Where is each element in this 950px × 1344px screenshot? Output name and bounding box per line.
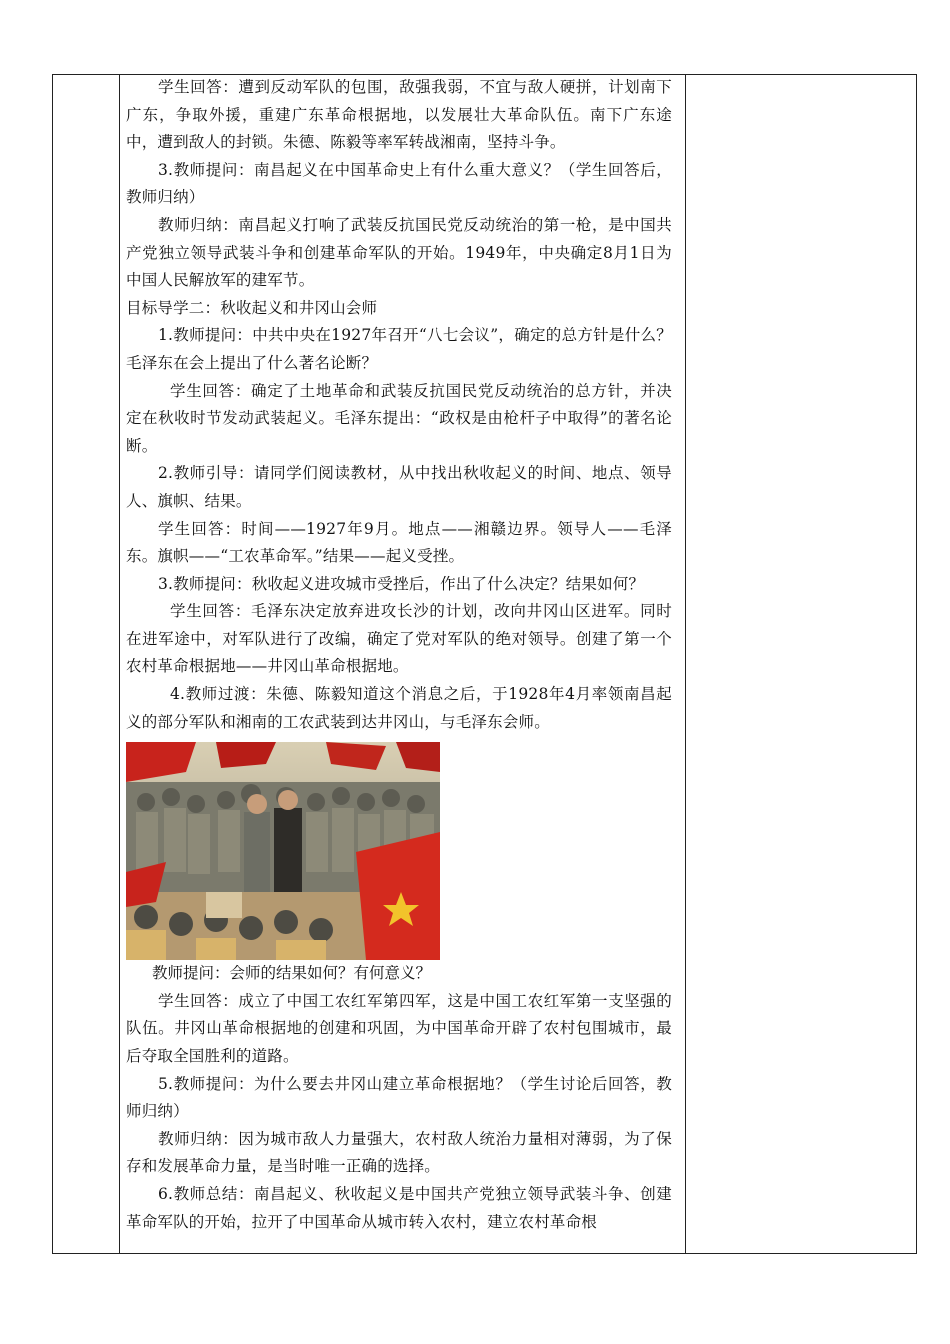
paragraph: 3.教师提问：秋收起义进攻城市受挫后，作出了什么决定？结果如何？ — [158, 574, 645, 593]
image-caption: 教师提问：会师的结果如何？有何意义？ — [152, 964, 432, 983]
column-divider-right — [685, 75, 686, 1253]
paragraph: 目标导学二：秋收起义和井冈山会师 — [126, 298, 378, 317]
paragraphs-bottom — [126, 988, 672, 1236]
paragraph: 学生回答：时间——1927年9月。地点——湘赣边界。领导人——毛泽东。旗帜——“工农革命军。”结果——起义受挫。 — [126, 519, 672, 566]
column-divider-left — [119, 75, 120, 1253]
paragraph: 1.教师提问：中共中央在1927年召开“八七会议”，确定的总方针是什么？毛泽东在会上提出了什么著名论断？ — [126, 326, 672, 372]
paragraph: 教师归纳：因为城市敌人力量强大，农村敌人统治力量相对薄弱，为了保存和发展革命力量，是当时唯一正确的选择。 — [126, 1129, 672, 1176]
meeting-painting-image — [126, 742, 440, 960]
paragraph: 2.教师引导：请同学们阅读教材，从中找出秋收起义的时间、地点、领导人、旗帜、结果。 — [126, 464, 672, 510]
painting-illustration — [126, 742, 440, 960]
paragraph: 5.教师提问：为什么要去井冈山建立革命根据地？（学生讨论后回答，教师归纳） — [126, 1074, 672, 1121]
paragraph: 学生回答：确定了土地革命和武装反抗国民党反动统治的总方针，并决定在秋收时节发动武装起义。毛泽东提出：“政权是由枪杆子中取得”的著名论断。 — [126, 381, 672, 455]
paragraphs-top — [126, 74, 672, 736]
lesson-content — [126, 74, 672, 1236]
paragraph: 6.教师总结：南昌起义、秋收起义是中国共产党独立领导武装斗争、创建革命军队的开始，拉开了中国革命从城市转入农村，建立农村革命根 — [126, 1185, 672, 1231]
paragraph: 教师归纳：南昌起义打响了武装反抗国民党反动统治的第一枪，是中国共产党独立领导武装斗争和创建革命军队的开始。1949年，中央确定8月1日为中国人民解放军的建军节。 — [126, 215, 672, 290]
paragraph: 学生回答：毛泽东决定放弃进攻长沙的计划，改向井冈山区进军。同时在进军途中，对军队进行了改编，确定了党对军队的绝对领导。创建了第一个农村革命根据地——井冈山革命根据地。 — [126, 602, 672, 676]
paragraph: 学生回答：遭到反动军队的包围，敌强我弱，不宜与敌人硬拼，计划南下广东，争取外援，重建广东革命根据地，以发展壮大革命队伍。南下广东途中，遭到敌人的封锁。朱德、陈毅等率军转战湘南，坚持斗争。 — [126, 78, 672, 152]
paragraph: 4.教师过渡：朱德、陈毅知道这个消息之后，于1928年4月率领南昌起义的部分军队和湘南的工农武装到达井冈山，与毛泽东会师。 — [126, 685, 672, 731]
paragraph: 学生回答：成立了中国工农红军第四军，这是中国工农红军第一支坚强的队伍。井冈山革命根据地的创建和巩固，为中国革命开辟了农村包围城市，最后夺取全国胜利的道路。 — [126, 991, 672, 1066]
paragraph: 3.教师提问：南昌起义在中国革命史上有什么重大意义？（学生回答后，教师归纳） — [126, 160, 672, 207]
